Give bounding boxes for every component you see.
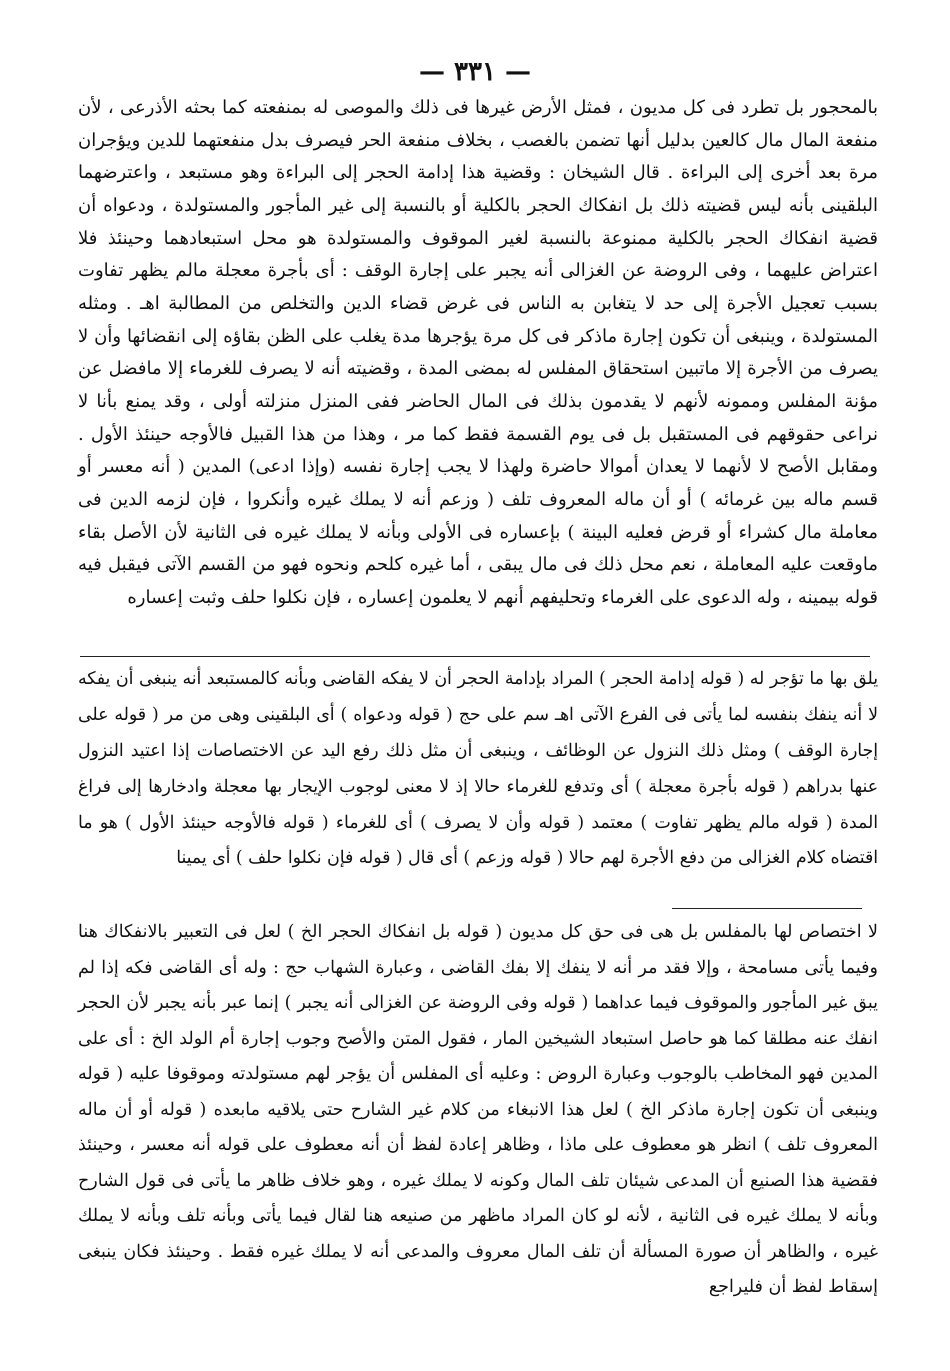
commentary-lower: [78, 915, 878, 1306]
main-text-paragraph: بالمحجور بل تطرد فى كل مديون ، فمثل الأرض غيرها فى ذلك والموصى له بمنفعته كما بحثه الأذرعى ، لأن منفعة المال مال كالعين بدليل أنها تضمن بالغصب ، بخلاف منفعة الحر فيصرف بدل منفعتهما للدين ويؤجران مرة بعد أخرى إلى البراءة . قال الشيخان : وقضية هذا إدامة الحجر إلى البراءة وهو مستبعد ، واعترضهما البلقينى بأنه ليس قضيته ذلك بل انفكاك الحجر بالكلية أو بالنسبة إلى غير المأجور والمستولدة ، ودعواه أن قضية انفكاك الحجر بالكلية ممنوعة بالنسبة لغير الموقوف والمستولدة هو محل استبعادهما وحينئذ فلا اعتراض عليهما ، وفى الروضة عن الغزالى أنه يجبر على إجارة الوقف : أى بأجرة معجلة مالم يظهر تفاوت بسبب تعجيل الأجرة إلى حد لا يتغابن به الناس فى غرض قضاء الدين والتخلص من المطالبة اهـ . ومثله المستولدة ، وينبغى أن تكون إجارة ماذكر فى كل مرة يؤجرها مدة يغلب على الظن بقاؤه إلى انقضائها وأن لا يصرف من الأجرة إلا ماتبين استحقاق المفلس له بمضى المدة ، وقضيته أنه لا يصرف للغرماء إلا مافضل عن مؤنة المفلس وممونه لأنهم لا يقدمون بذلك فى المال الحاضر ففى المنزل منزلته أولى ، وقد يمنع بأنا لا نراعى حقوقهم فى المستقبل بل فى يوم القسمة فقط كما مر ، وهذا من هذا القبيل فالأوجه حينئذ الأول . ومقابل الأصح لا لأنهما لا يعدان أموالا حاضرة ولهذا لا يجب إجارة نفسه (وإذا ادعى) المدين ( أنه معسر أو قسم ماله بين غرمائه ) أو أن ماله المعروف تلف ( وزعم أنه لا يملك غيره وأنكروا ، فإن لزمه الدين فى معاملة مال كشراء أو قرض فعليه البينة ) بإعساره فى الأولى وبأنه لا يملك غيره فى الثانية لأن الأصل بقاء ماوقعت عليه المعاملة ، نعم محل ذلك فى مال يبقى ، أما غيره كلحم ونحوه فهو من القسم الآتى فيقبل فيه قوله بيمينه ، وله الدعوى على الغرماء وتحليفهم أنهم لا يعلمون إعساره ، فإن نكلوا حلف وثبت إعساره: [78, 97, 879, 609]
main-text: [78, 92, 878, 615]
commentary-lower-paragraph: لا اختصاص لها بالمفلس بل هى فى حق كل مديون ( قوله بل انفكاك الحجر الخ ) لعل فى التعبير بالانفكاك هنا وفيما يأتى مسامحة ، وإلا فقد مر أنه لا ينفك إلا بفك القاضى ، وعبارة الشهاب حج : وله أى القاضى فكه إذا لم يبق غير المأجور والموقوف فيما عداهما ( قوله وفى الروضة عن الغزالى أنه يجبر ) إنما عبر بأنه يجبر لأن الحجر انفك عنه مطلقا كما هو حاصل استبعاد الشيخين المار ، فقول المتن والأصح وجوب إجارة أم الولد الخ : أى على المدين فهو المخاطب بالوجوب وعبارة الروض : وعليه أى المفلس أن يؤجر لهم مستولدته وموقوفا عليه ( قوله وينبغى أن تكون إجارة ماذكر الخ ) لعل هذا الانبغاء من كلام غير الشارح حتى يلاقيه مابعده ( قوله أو أن ماله المعروف تلف ) انظر هو معطوف على ماذا ، وظاهر إعادة لفظ أن أنه معطوف على قوله أنه معسر ، وحينئذ فقضية هذا الصنيع أن المدعى شيئان تلف المال وكونه لا يملك غيره ، وهو خلاف ظاهر ما يأتى فى قول الشارح وبأنه لا يملك غيره فى الثانية ، لأنه لو كان المراد ماظهر من صنيعه هنا لقال فيما يأتى وبأنه تلف وبأنه لا يملك غيره ، والظاهر أن صورة المسألة أن تلف المال معروف والمدعى أنه لا يملك غيره فقط . وحينئذ فكان ينبغى إسقاط لفظ أن فليراجع: [78, 922, 878, 1297]
commentary-upper: [78, 662, 878, 877]
page-number: — ٣٣١ —: [418, 57, 532, 87]
footnote-divider: [672, 908, 862, 909]
commentary-upper-paragraph: يلق بها ما تؤجر له ( قوله إدامة الحجر ) المراد بإدامة الحجر أن لا يفكه القاضى وبأنه كالمستبعد أنه ينبغى أن يفكه لا أنه ينفك بنفسه لما يأتى فى الفرع الآتى اهـ سم على حج ( قوله ودعواه ) أى البلقينى وهى من مر ( قوله على إجارة الوقف ) ومثل ذلك النزول عن الوظائف ، وينبغى أن مثل ذلك رفع اليد عن الاختصاصات إذا اعتيد النزول عنها بدراهم ( قوله بأجرة معجلة ) أى وتدفع للغرماء حالا إذ لا معنى لوجوب الإيجار بها معجلة وادخارها إلى فراغ المدة ( قوله مالم يظهر تفاوت ) معتمد ( قوله وأن لا يصرف ) أى للغرماء ( قوله فالأوجه حينئذ الأول ) هو ما اقتضاه كلام الغزالى من دفع الأجرة لهم حالا ( قوله وزعم ) أى قال ( قوله فإن نكلوا حلف ) أى يمينا: [78, 669, 878, 869]
section-divider: [80, 656, 870, 657]
